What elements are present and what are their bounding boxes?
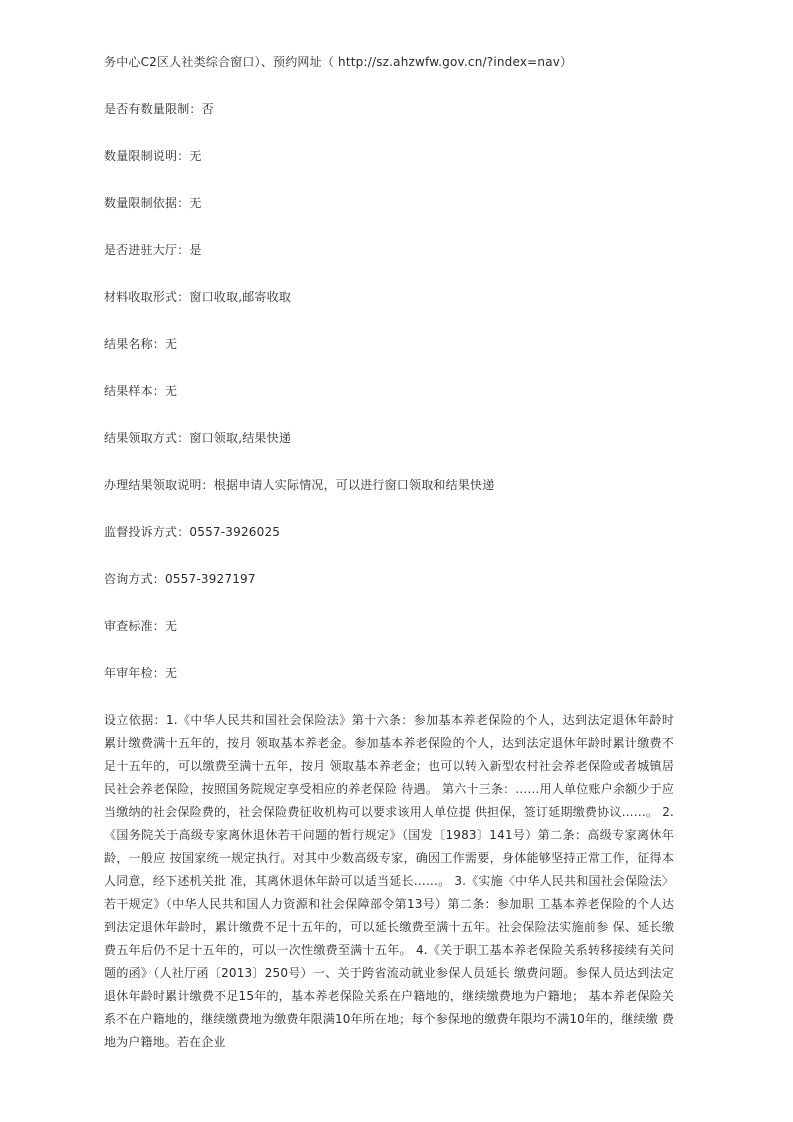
appointment-url-line: 务中心C2区人社类综合窗口）、预约网址（ http://sz.ahzwfw.gov.cn/?index=nav） — [104, 55, 573, 69]
result-pickup-desc-line: 办理结果领取说明：根据申请人实际情况，可以进行窗口领取和结果快递 — [104, 478, 495, 492]
result-pickup-method-line: 结果领取方式：窗口领取,结果快递 — [104, 431, 292, 445]
review-standard-line: 审查标准：无 — [104, 619, 178, 633]
legal-basis-paragraph: 设立依据：1.《中华人民共和国社会保险法》第十六条：参加基本养老保险的个人，达到法定退休年龄时累计缴费满十五年的，按月 领取基本养老金。参加基本养老保险的个人，达到法定退休年龄时累计缴费不足十五年的，可以缴费至满十五年，按月 领取基本养老金；也可以转入新型农村社会养老保险或者城镇居民社会养老保险，按照国务院规定享受相应的养老保险 待遇。 第六十三条：……用人单位账户余额少于应当缴纳的社会保险费的，社会保险费征收机构可以要求该用人单位提 供担保，签订延期缴费协议……。 2.《国务院关于高级专家离休退休若干问题的暂行规定》（国发〔1983〕141号）第二条：高级专家离休年龄，一般应 按国家统一规定执行。对其中少数高级专家，确因工作需要，身体能够坚持正常工作，征得本人同意，经下述机关批 准，其离休退休年龄可以适当延长……。 3.《实施〈中华人民共和国社会保险法〉若干规定》（中华人民共和国人力资源和社会保障部令第13号）第二条：参加职 工基本养老保险的个人达到法定退休年龄时，累计缴费不足十五年的，可以延长缴费至满十五年。社会保险法实施前参 保、延长缴费五年后仍不足十五年的，可以一次性缴费至满十五年。 4.《关于职工基本养老保险关系转移接续有关问题的函》（人社厅函〔2013〕250号）一、关于跨省流动就业参保人员延长 缴费问题。参保人员达到法定退休年龄时累计缴费不足15年的，基本养老保险关系在户籍地的，继续缴费地为户籍地； 基本养老保险关系不在户籍地的，继续缴费地为缴费年限满10年所在地；每个参保地的缴费年限均不满10年的，继续缴 费地为户籍地。若在企业 — [104, 713, 674, 1049]
quantity-limit-desc-line: 数量限制说明：无 — [104, 149, 202, 163]
annual-inspection-line: 年审年检：无 — [104, 666, 178, 680]
consult-contact-line: 咨询方式：0557-3927197 — [104, 572, 256, 586]
quantity-limit-line: 是否有数量限制：否 — [104, 102, 214, 116]
material-collection-line: 材料收取形式：窗口收取,邮寄收取 — [104, 290, 292, 304]
quantity-limit-basis-line: 数量限制依据：无 — [104, 196, 202, 210]
result-name-line: 结果名称：无 — [104, 337, 178, 351]
result-sample-line: 结果样本：无 — [104, 384, 178, 398]
hall-entry-line: 是否进驻大厅：是 — [104, 243, 202, 257]
complaint-contact-line: 监督投诉方式：0557-3926025 — [104, 525, 281, 539]
